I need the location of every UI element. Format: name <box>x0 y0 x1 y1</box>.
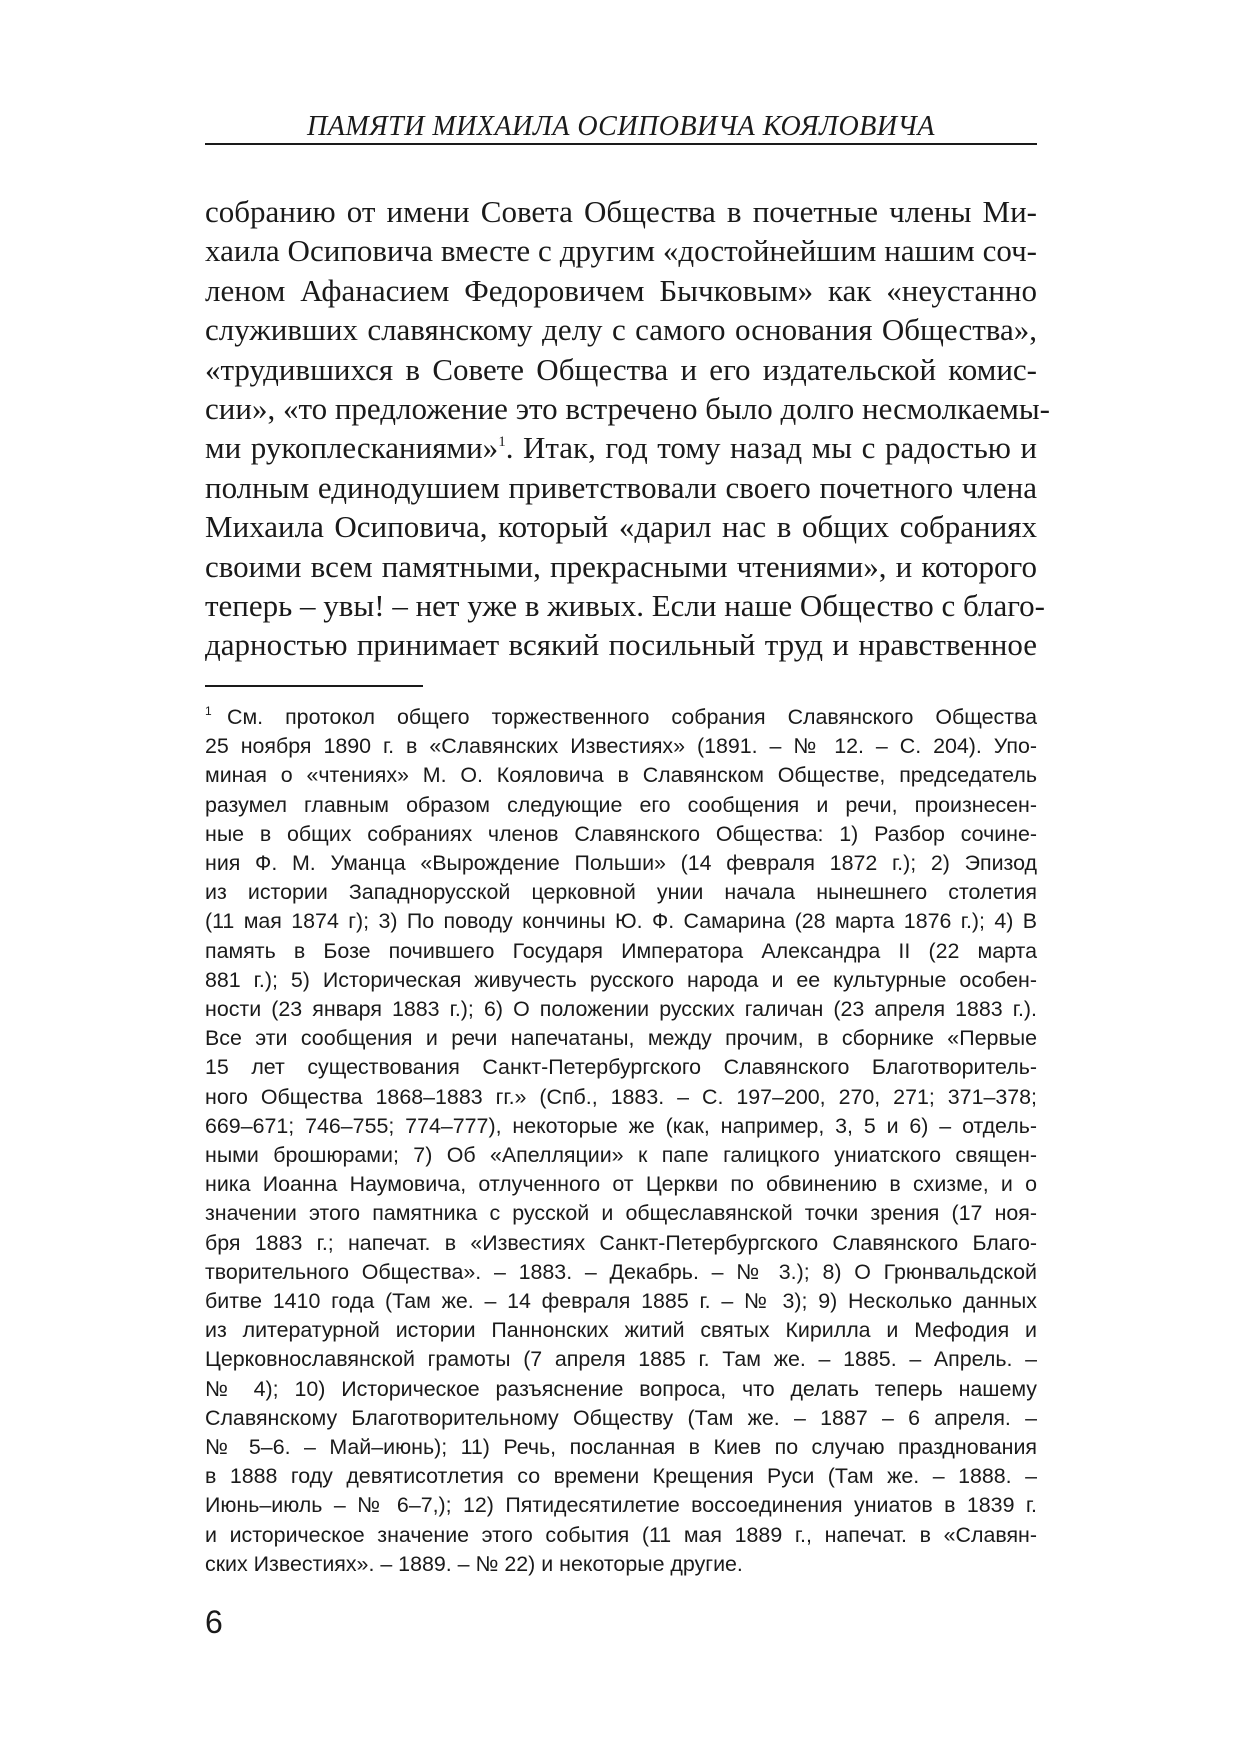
footnote-line: ности (23 января 1883 г.); 6) О положении русских галичан (23 апреля 1883 г.). <box>205 997 1037 1022</box>
footnote-line: ника Иоанна Наумовича, отлученного от Церкви по обвинению в схизме, и о <box>205 1172 1037 1197</box>
footnote-line: Церковнославянской грамоты (7 апреля 1885 г. Там же. – 1885. – Апрель. – <box>205 1347 1037 1372</box>
footnote-line: 881 г.); 5) Историческая живучесть русского народа и ее культурные особен- <box>205 967 1037 992</box>
main-text-line: своими всем памятными, прекрасными чтениями», и которого <box>205 548 1037 584</box>
footnote-line: творительного Общества». – 1883. – Декабрь. – № 3.); 8) О Грюнвальдской <box>205 1259 1037 1284</box>
main-text-segment: ми рукоплесканиями» <box>205 430 499 466</box>
footnote-rule <box>205 685 423 687</box>
main-text-line: дарностью принимает всякий посильный труд и нравственное <box>205 627 1037 663</box>
footnote-line: ного Общества 1868–1883 гг.» (Спб., 1883. – С. 197–200, 270, 271; 371–378; <box>205 1084 1037 1109</box>
footnote-line: разумел главным образом следующие его сообщения и речи, произнесен- <box>205 792 1037 817</box>
footnote-line-text: См. протокол общего торжественного собрания Славянского Общества <box>227 705 1037 729</box>
footnote-line: битве 1410 года (Там же. – 14 февраля 1885 г. – № 3); 9) Несколько данных <box>205 1289 1037 1314</box>
main-text-segment: . Итак, год тому назад мы с радостью и <box>505 430 1037 466</box>
footnote-first-line: 1 См. протокол общего торжественного собрания Славянского Общества <box>205 704 1037 729</box>
footnote-reference[interactable]: 1 <box>498 434 506 451</box>
footnote-line: память в Бозе почившего Государя Императора Александра II (22 марта <box>205 938 1037 963</box>
page-number: 6 <box>205 1604 223 1640</box>
footnote-line: бря 1883 г.; напечат. в «Известиях Санкт-Петербургского Славянского Благо- <box>205 1230 1037 1255</box>
footnote-line: из истории Западнорусской церковной унии начала нынешнего столетия <box>205 880 1037 905</box>
footnote-line: № 5–6. – Май–июнь); 11) Речь, посланная в Киев по случаю празднования <box>205 1435 1037 1460</box>
main-text-line: собранию от имени Совета Общества в почетные члены Ми- <box>205 194 1037 229</box>
footnote-line: Славянскому Благотворительному Обществу (Там же. – 1887 – 6 апреля. – <box>205 1405 1037 1430</box>
footnote-line: 15 лет существования Санкт-Петербургского Славянского Благотворитель- <box>205 1055 1037 1080</box>
footnote-line: ные в общих собраниях членов Славянского Общества: 1) Разбор сочине- <box>205 821 1037 846</box>
main-text-line: леном Афанасием Федоровичем Бычковым» как «неустанно <box>205 272 1037 308</box>
main-text-line: хаила Осиповича вместе с другим «достойнейшим нашим соч- <box>205 233 1037 269</box>
main-text-line: сии», «то предложение это встречено было долго несмолкаемы- <box>205 391 1050 427</box>
footnote <box>205 703 1037 1579</box>
main-text-line: полным единодушием приветствовали своего почетного члена <box>205 469 1037 505</box>
footnote-line: 25 ноября 1890 г. в «Славянских Известиях» (1891. – № 12. – С. 204). Упо- <box>205 734 1037 759</box>
footnote-line: Июнь–июль – № 6–7,); 12) Пятидесятилетие воссоединения униатов в 1839 г. <box>205 1493 1037 1518</box>
header-rule <box>205 143 1037 145</box>
main-text-line: служивших славянскому делу с самого основания Общества», <box>205 312 1037 348</box>
footnote-line: и историческое значение этого события (11 мая 1889 г., напечат. в «Славян- <box>205 1522 1037 1547</box>
footnote-line: Все эти сообщения и речи напечатаны, между прочим, в сборнике «Первые <box>205 1026 1037 1051</box>
footnote-line: ния Ф. М. Уманца «Вырождение Польши» (14 февраля 1872 г.); 2) Эпизод <box>205 851 1037 876</box>
running-head: ПАМЯТИ МИХАИЛА ОСИПОВИЧА КОЯЛОВИЧА <box>307 111 935 142</box>
footnote-line: из литературной истории Паннонских житий святых Кирилла и Мефодия и <box>205 1318 1037 1343</box>
main-text-line-with-footnote-ref <box>205 428 1037 467</box>
footnote-line: ными брошюрами; 7) Об «Апелляции» к папе галицкого униатского священ- <box>205 1143 1037 1168</box>
main-text-line: Михаила Осиповича, который «дарил нас в общих собраниях <box>205 509 1037 545</box>
footnote-line: миная о «чтениях» М. О. Кояловича в Славянском Обществе, председатель <box>205 763 1037 788</box>
main-text-line: теперь – увы! – нет уже в живых. Если наше Общество с благо- <box>205 588 1045 624</box>
footnote-line: значении этого памятника с русской и общеславянской точки зрения (17 ноя- <box>205 1201 1037 1226</box>
footnote-line: в 1888 году девятисотлетия со времени Крещения Руси (Там же. – 1888. – <box>205 1464 1037 1489</box>
main-text <box>205 192 1050 665</box>
footnote-line: 669–671; 746–755; 774–777), некоторые же (как, например, 3, 5 и 6) – отдель- <box>205 1113 1037 1138</box>
main-text-line: «трудившихся в Совете Общества и его издательской комис- <box>205 351 1037 387</box>
footnote-line: ских Известиях». – 1889. – № 22) и некоторые другие. <box>205 1551 743 1576</box>
footnote-line: № 4); 10) Историческое разъяснение вопроса, что делать теперь нашему <box>205 1376 1037 1401</box>
footnote-line: (11 мая 1874 г); 3) По поводу кончины Ю. Ф. Самарина (28 марта 1876 г.); 4) В <box>205 909 1037 934</box>
